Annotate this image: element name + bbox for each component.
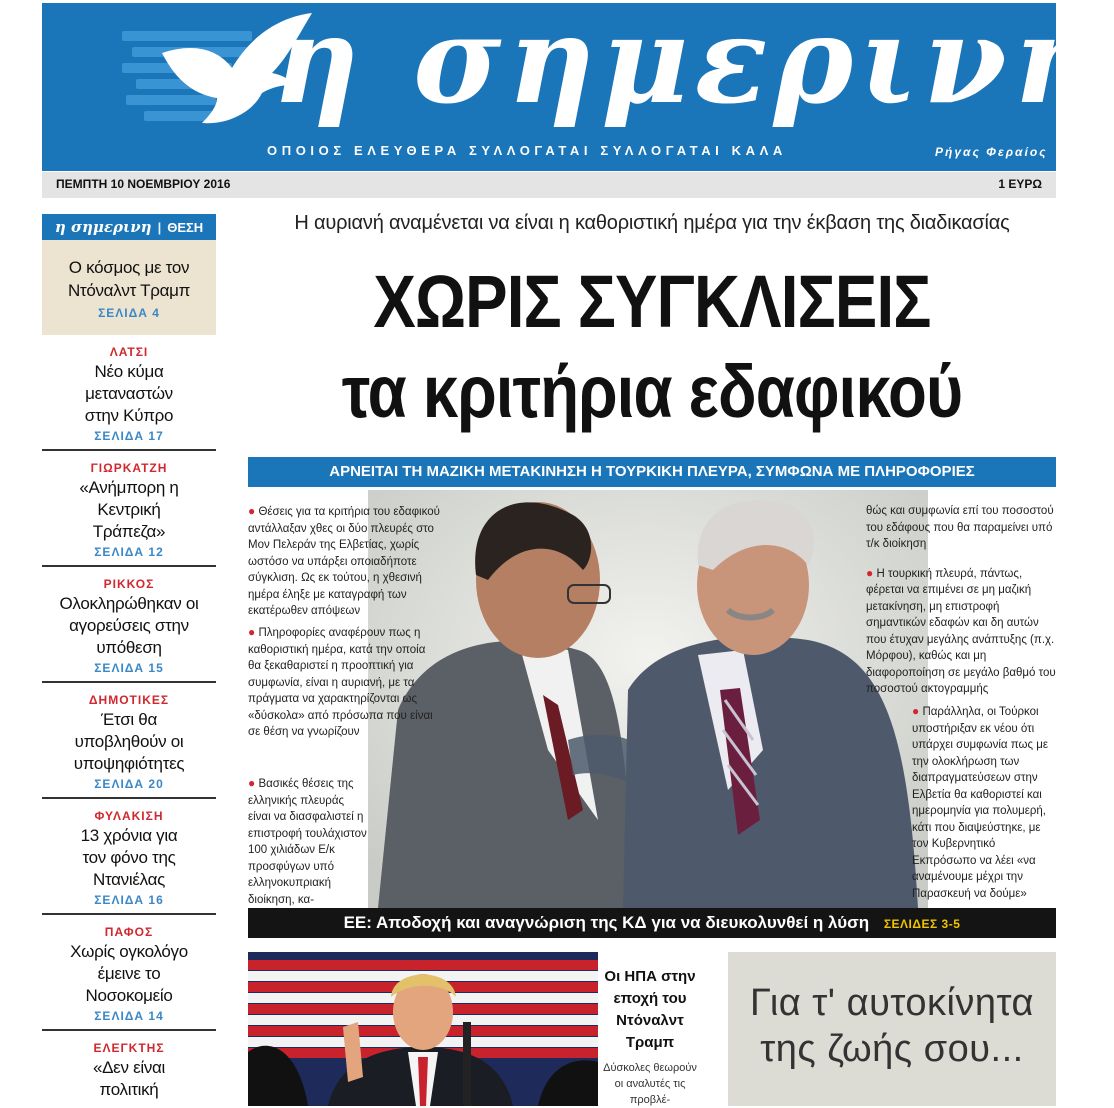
eu-story-headline: ΕΕ: Αποδοχή και αναγνώριση της ΚΔ για να διευκολυνθεί η λύση	[343, 913, 870, 932]
sidebar-item-kicker: ΛΑΤΣΙ	[109, 345, 149, 359]
trump-photo-graphic	[248, 952, 598, 1106]
sidebar-item[interactable]	[42, 1031, 216, 1107]
sidebar-item-headline: Έτσι θα υποβληθούν οι υποψηφιότητες	[73, 710, 185, 773]
car-advertisement[interactable]	[728, 952, 1056, 1106]
sidebar-item-headline: «Δεν είναι πολιτική	[92, 1058, 166, 1099]
sidebar-item[interactable]	[42, 567, 216, 683]
trump-story-body: Δύσκολες θεωρούν οι αναλυτές τις προβλέ-	[603, 1062, 697, 1106]
trump-story[interactable]	[600, 966, 700, 1108]
story-paragraph: ● Θέσεις για τα κριτήρια του εδαφικού αντάλλαξαν χθες οι δύο πλευρές στο Μον Πελεράν της Ελβετίας, χωρίς ωστόσο να υπάρξει οποιαδήποτε σύγκλιση. Ως εκ τούτου, η χθεσινή ημέρα έληξε με καταγραφή των εκατέρωθεν απόψεων	[248, 504, 440, 617]
sidebar-item-headline: Ολοκληρώθηκαν οι αγορεύσεις στην υπόθεση	[59, 594, 199, 657]
sidebar-item-headline: Χωρίς ογκολόγο έμεινε το Νοσοκομείο	[70, 942, 188, 1005]
ad-text-line1: Για τ' αυτοκίνητα	[750, 982, 1034, 1024]
story-paragraph: ● Παράλληλα, οι Τούρκοι υποστήριξαν εκ νέου ότι υπάρχει συμφωνία πως με την ολοκλήρωση των διαπραγματεύσεων στην Ελβετία θα καθοριστεί και ημερομηνία για πολυμερή, κάτι που διαψεύστηκε, με τον Κυβερνητικό Εκπρόσωπο να λέει «να αναμένουμε μέχρι την Παρασκευή να δούμε»	[912, 704, 1049, 900]
sidebar-item[interactable]	[42, 451, 216, 567]
sidebar-item[interactable]	[42, 335, 216, 451]
opinion-box-brand: η σημερινη	[54, 218, 152, 236]
issue-date: ΠΕΜΠΤΗ 10 ΝΟΕΜΒΡΙΟΥ 2016	[56, 177, 231, 191]
sidebar-item-page: ΣΕΛΙΔΑ 12	[94, 545, 164, 559]
story-paragraph: ● Η τουρκική πλευρά, πάντως, φέρεται να επιμένει σε μη μαζική μετακίνηση, μη επιστροφή σημαντικών εδαφών και δη αυτών που έτυχαν μεγάλης ανάπτυξης (π.χ. Μόρφου), καθώς και μη διαφοροποίηση σε μεγάλο βαθμό του ποσοστού ακτογραμμής	[866, 565, 1056, 695]
newspaper-brand: η σημερινη	[272, 0, 1106, 131]
sidebar	[42, 214, 216, 1107]
story-paragraph: ● Πληροφορίες αναφέρουν πως η καθοριστική ημέρα, κατά την οποία θα ξεκαθαριστεί η προοπτική για συμφωνία, είναι η αυριανή, με τα πράγματα να χαρακτηρίζονται ως «δύσκολα» από πρόσωπα που είναι σε θέση να γνωρίζουν	[248, 625, 433, 738]
story-left-column	[248, 624, 438, 753]
sidebar-item-kicker: ΡΙΚΚΟΣ	[103, 577, 155, 591]
eu-story-pages: ΣΕΛΙΔΕΣ 3-5	[883, 917, 961, 931]
story-right-column	[912, 703, 1056, 914]
sidebar-item-page: ΣΕΛΙΔΑ 20	[94, 777, 164, 791]
masthead	[42, 0, 1106, 171]
story-headline-line1[interactable]: ΧΩΡΙΣ ΣΥΓΚΛΙΣΕΙΣ	[373, 260, 931, 343]
ad-text	[728, 980, 1056, 1072]
sidebar-item[interactable]	[42, 799, 216, 915]
sidebar-item-kicker: ΔΗΜΟΤΙΚΕΣ	[88, 693, 170, 707]
date-bar	[42, 172, 1056, 198]
sidebar-item-page: ΣΕΛΙΔΑ 16	[94, 893, 164, 907]
story-paragraph: ● Βασικές θέσεις της ελληνικής πλευράς είναι να διασφαλιστεί η επιστροφή τουλάχιστον 100 χιλιάδων Ε/κ προσφύγων υπό ελληνοκυπριακή διοίκηση, κα-	[248, 776, 367, 906]
opinion-box[interactable]	[42, 214, 216, 335]
sidebar-item[interactable]	[42, 683, 216, 799]
opinion-box-section: ΘΕΣΗ	[167, 219, 204, 235]
story-left-column	[248, 503, 453, 632]
sidebar-item[interactable]	[42, 915, 216, 1031]
eu-story-strip[interactable]	[248, 908, 1056, 938]
story-overline: Η αυριανή αναμένεται να είναι η καθοριστική ημέρα για την έκβαση της διαδικασίας	[294, 212, 1010, 234]
opinion-box-headline: Ο κόσμος με τον Ντόναλντ Τραμπ	[67, 258, 191, 300]
sidebar-item-headline: «Ανήμπορη η Κεντρική Τράπεζα»	[79, 478, 179, 541]
story-right-column	[866, 503, 1056, 710]
opinion-box-separator: |	[157, 219, 162, 235]
bullet-icon: ●	[912, 704, 920, 718]
sidebar-item-headline: 13 χρόνια για τον φόνο της Ντανιέλας	[80, 826, 178, 889]
bullet-icon: ●	[248, 776, 256, 790]
story-paragraph: θώς και συμφωνία επί του ποσοστού του εδάφους που θα παραμείνει υπό τ/κ διοίκηση	[866, 505, 1054, 550]
sidebar-item-page: ΣΕΛΙΔΑ 15	[94, 661, 164, 675]
opinion-box-header	[42, 214, 216, 240]
story-subhead: ΑΡΝΕΙΤΑΙ ΤΗ ΜΑΖΙΚΗ ΜΕΤΑΚΙΝΗΣΗ Η ΤΟΥΡΚΙΚΗ ΠΛΕΥΡΑ, ΣΥΜΦΩΝΑ ΜΕ ΠΛΗΡΟΦΟΡΙΕΣ	[248, 457, 1056, 487]
sidebar-item-kicker: ΦΥΛΑΚΙΣΗ	[94, 809, 164, 823]
story-headline-line2[interactable]: τα κριτήρια εδαφικού	[341, 350, 963, 433]
masthead-motto-author: Ρήγας Φεραίος	[935, 145, 1048, 159]
sidebar-item-kicker: ΓΙΩΡΚΑΤΖΗ	[90, 461, 168, 475]
ad-text-line2: της ζωής σου...	[760, 1028, 1024, 1070]
issue-price: 1 ΕΥΡΩ	[998, 177, 1042, 191]
bullet-icon: ●	[248, 625, 256, 639]
sidebar-item-kicker: ΠΑΦΟΣ	[104, 925, 154, 939]
bullet-icon: ●	[866, 565, 874, 580]
trump-photo[interactable]	[248, 952, 598, 1106]
story-left-column	[248, 775, 368, 920]
opinion-box-page: ΣΕΛΙΔΑ 4	[98, 306, 160, 320]
sidebar-item-page: ΣΕΛΙΔΑ 17	[94, 429, 164, 443]
bullet-icon: ●	[248, 504, 256, 518]
sidebar-item-kicker: ΕΛΕΓΚΤΗΣ	[93, 1041, 165, 1055]
sidebar-item-page: ΣΕΛΙΔΑ 14	[94, 1009, 164, 1023]
sidebar-item-headline: Νέο κύμα μεταναστών στην Κύπρο	[84, 362, 174, 425]
trump-story-headline: Οι ΗΠΑ στην εποχή του Ντόναλντ Τραμπ	[604, 968, 696, 1051]
masthead-motto: ΟΠΟΙΟΣ ΕΛΕΥΘΕΡΑ ΣΥΛΛΟΓΑΤΑΙ ΣΥΛΛΟΓΑΤΑΙ ΚΑΛΑ	[267, 143, 787, 158]
